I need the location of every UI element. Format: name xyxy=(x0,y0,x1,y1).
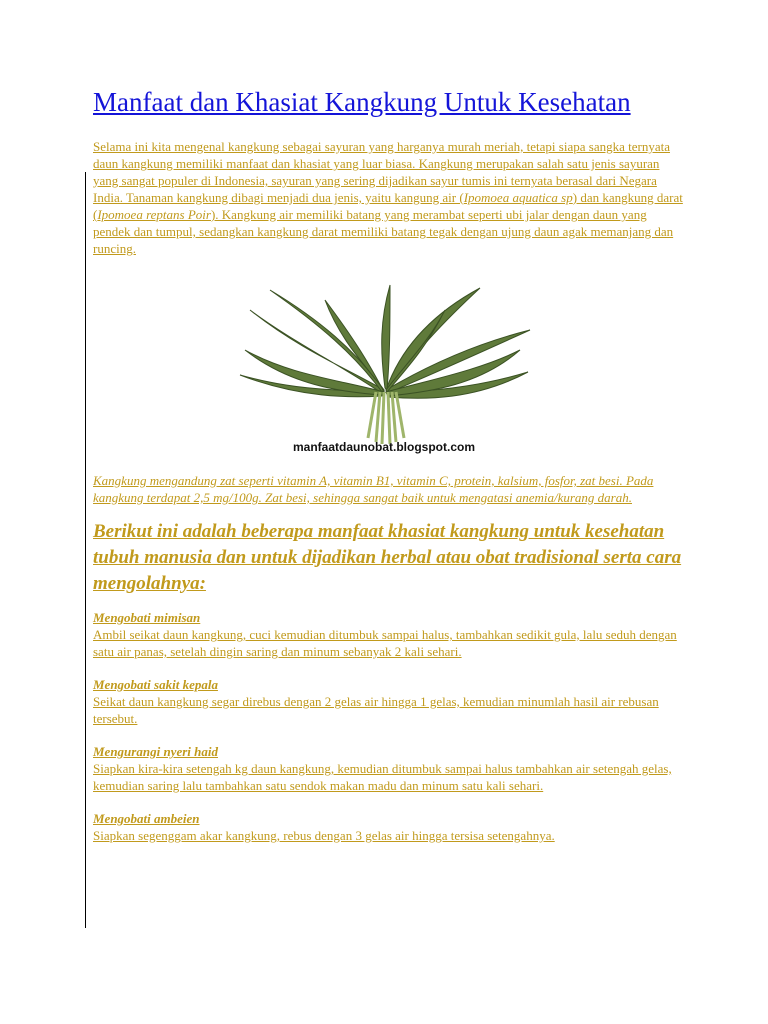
intro-text-2: ) dan kangkung darat ( xyxy=(93,190,683,222)
benefit-section-ambeien[interactable] xyxy=(93,810,683,844)
benefit-section-nyeri-haid[interactable] xyxy=(93,743,683,794)
benefit-body: Ambil seikat daun kangkung, cuci kemudian ditumbuk sampai halus, tambahkan sedikit gula, lalu seduh dengan satu air panas, setelah dingin saring dan minum sebanyak 2 kali sehari. xyxy=(93,627,677,659)
benefit-section-mimisan[interactable] xyxy=(93,609,683,660)
benefit-body: Siapkan kira-kira setengah kg daun kangkung, kemudian ditumbuk sampai halus tambahkan air setengah gelas, kemudian saring lalu tambahkan satu sendok makan madu dan minum satu kali sehari. xyxy=(93,761,672,793)
image-watermark: manfaatdaunobat.blogspot.com xyxy=(292,440,475,454)
stems xyxy=(368,392,404,444)
benefit-title: Mengurangi nyeri haid xyxy=(93,744,218,759)
benefit-title: Mengobati ambeien xyxy=(93,811,200,826)
benefits-heading[interactable]: Berikut ini adalah beberapa manfaat khasiat kangkung untuk kesehatan tubuh manusia dan untuk dijadikan herbal atau obat tradisional serta cara mengolahnya: xyxy=(93,521,682,594)
nutrition-paragraph[interactable]: Kangkung mengandung zat seperti vitamin A, vitamin B1, vitamin C, protein, kalsium, fosfor, zat besi. Pada kangkung terdapat 2,5 mg/100g. Zat besi, sehingga sangat baik untuk mengatasi anemia/kurang darah. xyxy=(93,473,654,505)
species-reptans: Ipomoea reptans Poir xyxy=(97,207,211,222)
intro-text-1: Selama ini kita mengenal kangkung sebagai sayuran yang harganya murah meriah, tetapi siapa sangka ternyata daun kangkung memiliki manfaat dan khasiat yang luar biasa. Kangkung merupakan salah satu jenis sayuran yang sangat populer di Indonesia, sayuran yang sering dijadikan sayur tumis ini ternyata berasal dari Negara India. Tanaman kangkung dibagi menjadi dua jenis, yaitu kangung air ( xyxy=(93,139,670,205)
page-title[interactable]: Manfaat dan Khasiat Kangkung Untuk Kesehatan xyxy=(93,87,631,117)
benefit-title: Mengobati mimisan xyxy=(93,610,201,625)
benefit-title: Mengobati sakit kepala xyxy=(93,677,218,692)
leaf-bunch xyxy=(240,285,530,398)
benefit-body: Seikat daun kangkung segar direbus dengan 2 gelas air hingga 1 gelas, kemudian minumlah hasil air rebusan tersebut. xyxy=(93,694,659,726)
benefit-body: Siapkan segenggam akar kangkung, rebus dengan 3 gelas air hingga tersisa setengahnya. xyxy=(93,828,555,843)
kangkung-illustration xyxy=(230,280,538,456)
intro-text-3: ). Kangkung air memiliki batang yang merambat seperti ubi jalar dengan daun yang pendek dan tumpul, sedangkan kangkung darat memiliki batang tegak dengan ujung daun agak memanjang dan runcing. xyxy=(93,207,674,256)
species-aquatica: Ipomoea aquatica sp xyxy=(463,190,573,205)
document-body xyxy=(93,86,683,844)
intro-paragraph[interactable] xyxy=(93,138,683,257)
left-margin-line xyxy=(85,172,86,928)
kangkung-image xyxy=(230,280,538,456)
benefit-section-sakit-kepala[interactable] xyxy=(93,676,683,727)
